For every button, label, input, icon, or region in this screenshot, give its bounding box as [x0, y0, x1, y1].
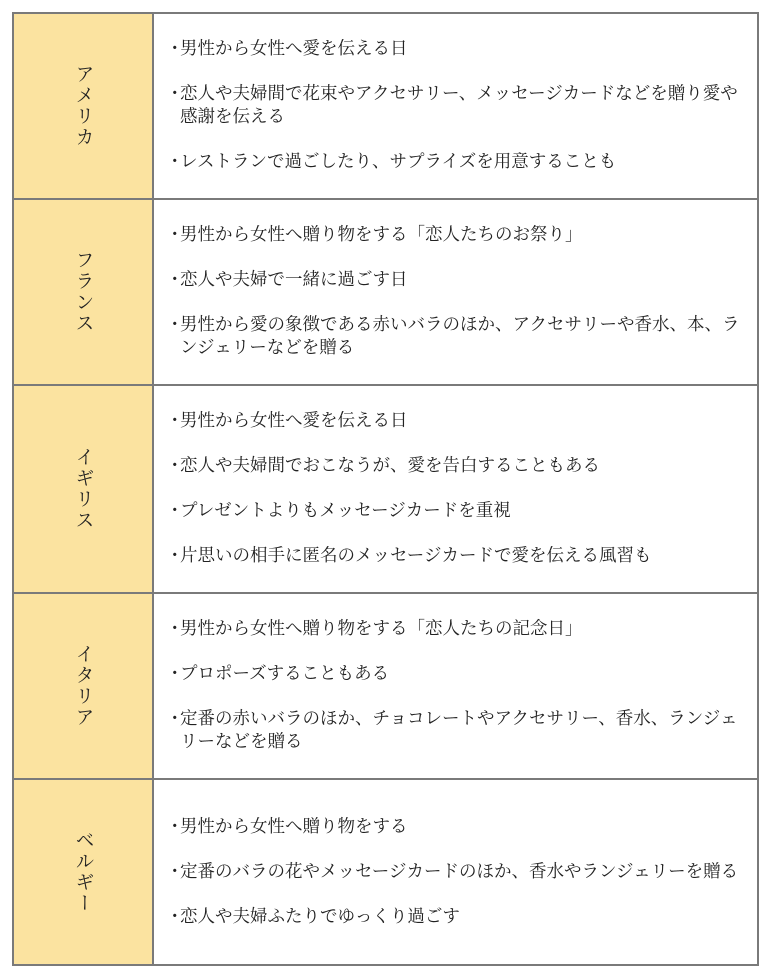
- list-item: [166, 708, 743, 754]
- list-item: [166, 906, 743, 929]
- bullet: ・: [166, 816, 184, 837]
- description-cell: [154, 780, 757, 964]
- bullet: ・: [166, 152, 184, 172]
- bullet: ・: [166, 315, 184, 335]
- country-name: イタリア: [72, 644, 95, 728]
- bullet: ・: [166, 664, 184, 684]
- valentine-customs-table: [12, 12, 759, 966]
- bullet: ・: [166, 709, 184, 729]
- list-item-text: 恋人や夫婦間でおこなうが、愛を告白することもある: [180, 456, 600, 476]
- list-item-text: 男性から女性へ贈り物をする: [180, 816, 408, 837]
- bullet: ・: [166, 619, 184, 639]
- country-name: イギリス: [72, 447, 95, 531]
- list-item: [166, 151, 743, 174]
- list-item-text: 定番の赤いバラのほか、チョコレートやアクセサリー、香水、ランジェリーなどを贈る: [180, 709, 738, 752]
- list-item-text: 恋人や夫婦ふたりでゆっくり過ごす: [180, 906, 460, 927]
- list-item: [166, 816, 743, 839]
- description-cell: [154, 594, 757, 778]
- bullet: ・: [166, 456, 184, 476]
- list-item-text: プレゼントよりもメッセージカードを重視: [180, 501, 511, 521]
- bullet: ・: [166, 39, 184, 59]
- list-item: [166, 618, 743, 641]
- list-item-text: 定番のバラの花やメッセージカードのほか、香水やランジェリーを贈る: [180, 861, 739, 882]
- list-item: [166, 410, 743, 433]
- bullet: ・: [166, 84, 184, 104]
- description-cell: [154, 200, 757, 384]
- table-row-italy: [14, 594, 757, 780]
- bullet: ・: [166, 411, 184, 431]
- list-item: [166, 455, 743, 478]
- list-item-text: プロポーズすることもある: [180, 664, 390, 684]
- list-item: [166, 545, 743, 568]
- bullet: ・: [166, 225, 184, 245]
- description-cell: [154, 386, 757, 592]
- list-item-text: レストランで過ごしたり、サプライズを用意することも: [180, 152, 617, 172]
- bullet: ・: [166, 501, 184, 521]
- table-row-america: [14, 14, 757, 200]
- list-item: [166, 314, 743, 360]
- list-item-text: 男性から女性へ愛を伝える日: [180, 411, 408, 431]
- list-item-text: 男性から女性へ愛を伝える日: [180, 39, 408, 59]
- list-item-text: 男性から女性へ贈り物をする「恋人たちのお祭り」: [180, 225, 583, 245]
- list-item: [166, 224, 743, 247]
- country-cell: [14, 200, 154, 384]
- list-item-text: 片思いの相手に匿名のメッセージカードで愛を伝える風習も: [180, 546, 652, 566]
- list-item-text: 男性から女性へ贈り物をする「恋人たちの記念日」: [180, 619, 583, 639]
- country-cell: [14, 594, 154, 778]
- country-cell: [14, 780, 154, 964]
- bullet: ・: [166, 906, 184, 927]
- table-row-uk: [14, 386, 757, 594]
- list-item: [166, 269, 743, 292]
- bullet: ・: [166, 861, 184, 882]
- description-cell: [154, 14, 757, 198]
- list-item: [166, 83, 743, 129]
- list-item-text: 男性から愛の象徴である赤いバラのほか、アクセサリーや香水、本、ランジェリーなどを贈る: [180, 315, 740, 358]
- country-cell: [14, 386, 154, 592]
- country-name: アメリカ: [72, 64, 95, 148]
- country-cell: [14, 14, 154, 198]
- bullet: ・: [166, 270, 184, 290]
- table-row-france: [14, 200, 757, 386]
- list-item: [166, 500, 743, 523]
- list-item: [166, 38, 743, 61]
- list-item-text: 恋人や夫婦間で花束やアクセサリー、メッセージカードなどを贈り愛や感謝を伝える: [180, 84, 738, 127]
- country-name: ベルギー: [72, 830, 95, 914]
- list-item-text: 恋人や夫婦で一緒に過ごす日: [180, 270, 408, 290]
- bullet: ・: [166, 546, 184, 566]
- list-item: [166, 663, 743, 686]
- list-item: [166, 861, 743, 884]
- country-name: フランス: [72, 250, 95, 334]
- table-row-belgium: [14, 780, 757, 964]
